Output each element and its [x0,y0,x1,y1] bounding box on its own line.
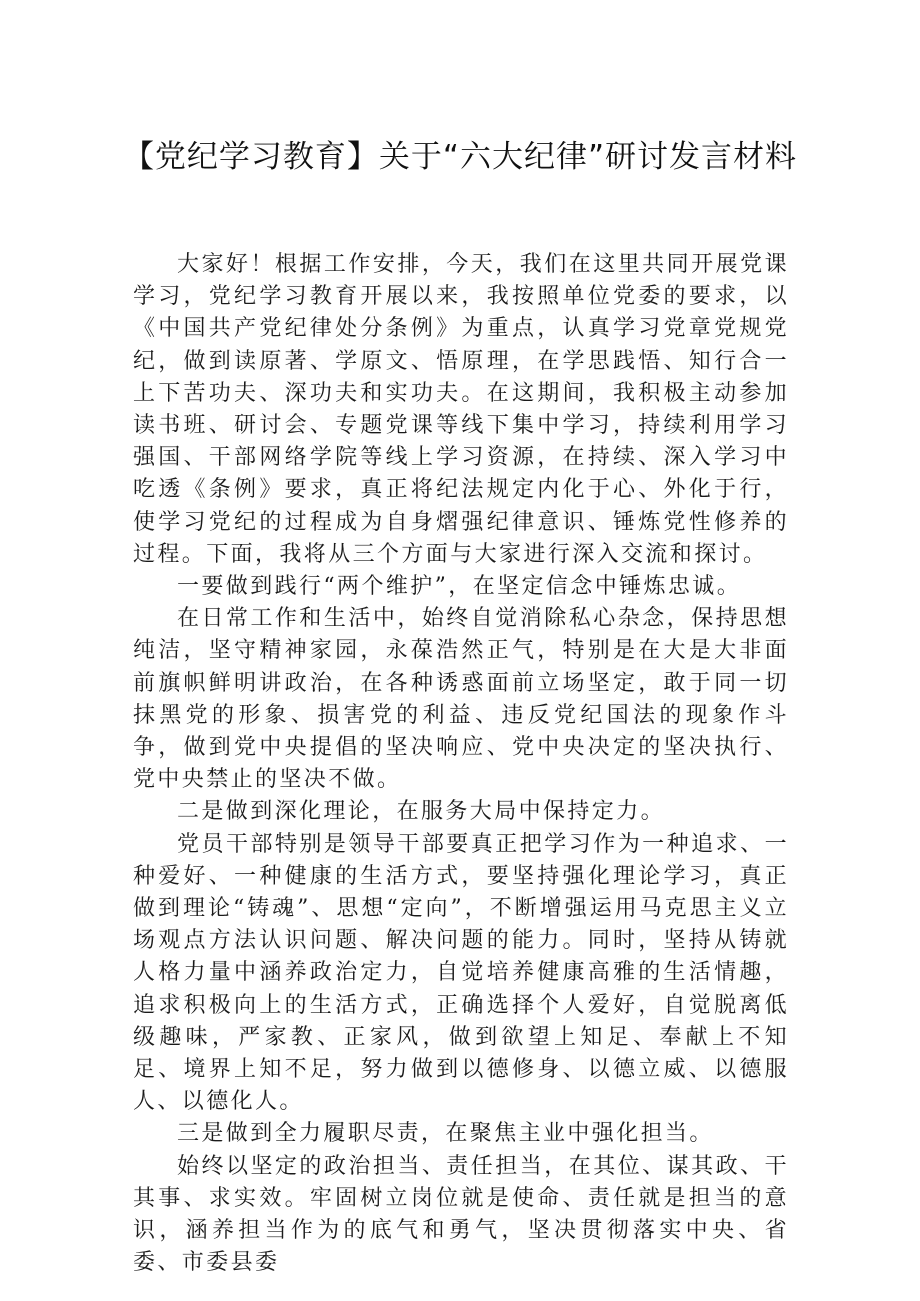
document-title: 【党纪学习教育】关于“六大纪律”研讨发言材料 [122,139,798,175]
heading-point-three: 三是做到全力履职尽责，在聚焦主业中强化担当。 [177,1121,714,1147]
heading-point-two: 二是做到深化理论，在服务大局中保持定力。 [177,799,666,825]
paragraph-point-two: 党员干部特别是领导干部要真正把学习作为一种追求、一种爱好、一种健康的生活方式，要坚持强化理论学习，真正做到理论“铸魂”、思想“定向”，不断增强运用马克思主义立场观点方法认识问题、解决问题的能力。同时，坚持从铸就人格力量中涵养政治定力，自觉培养健康高雅的生活情趣，追求积极向上的生活方式，正确选择个人爱好，自觉脱离低级趣味，严家教、正家风，做到欲望上知足、奉献上不知足、境界上知不足，努力做到以德修身、以德立威、以德服人、以德化人。 [133,831,789,1115]
paragraph-intro: 大家好！根据工作安排，今天，我们在这里共同开展党课学习，党纪学习教育开展以来，我按照单位党委的要求，以《中国共产党纪律处分条例》为重点，认真学习党章党规党纪，做到读原著、学原文、悟原理，在学思践悟、知行合一上下苦功夫、深功夫和实功夫。在这期间，我积极主动参加读书班、研讨会、专题党课等线下集中学习，持续利用学习强国、干部网络学院等线上学习资源，在持续、深入学习中吃透《条例》要求，真正将纪法规定内化于心、外化于行，使学习党纪的过程成为自身熠强纪律意识、锤炼党性修养的过程。下面，我将从三个方面与大家进行深入交流和探讨。 [133,252,789,567]
paragraph-point-one: 在日常工作和生活中，始终自觉消除私心杂念，保持思想纯洁，坚守精神家园，永葆浩然正气，特别是在大是大非面前旗帜鲜明讲政治，在各种诱惑面前立场坚定，敢于同一切抹黑党的形象、损害党的利益、违反党纪国法的现象作斗争，做到党中央提倡的坚决响应、党中央决定的坚决执行、党中央禁止的坚决不做。 [133,606,789,793]
heading-point-one: 一要做到践行“两个维护”，在坚定信念中锤炼忠诚。 [177,574,742,600]
paragraph-point-three: 始终以坚定的政治担当、责任担当，在其位、谋其政、干其事、求实效。牢固树立岗位就是使命、责任就是担当的意识，涵养担当作为的底气和勇气，坚决贯彻落实中央、省委、市委县委 [133,1153,789,1276]
document-body [133,249,789,1280]
